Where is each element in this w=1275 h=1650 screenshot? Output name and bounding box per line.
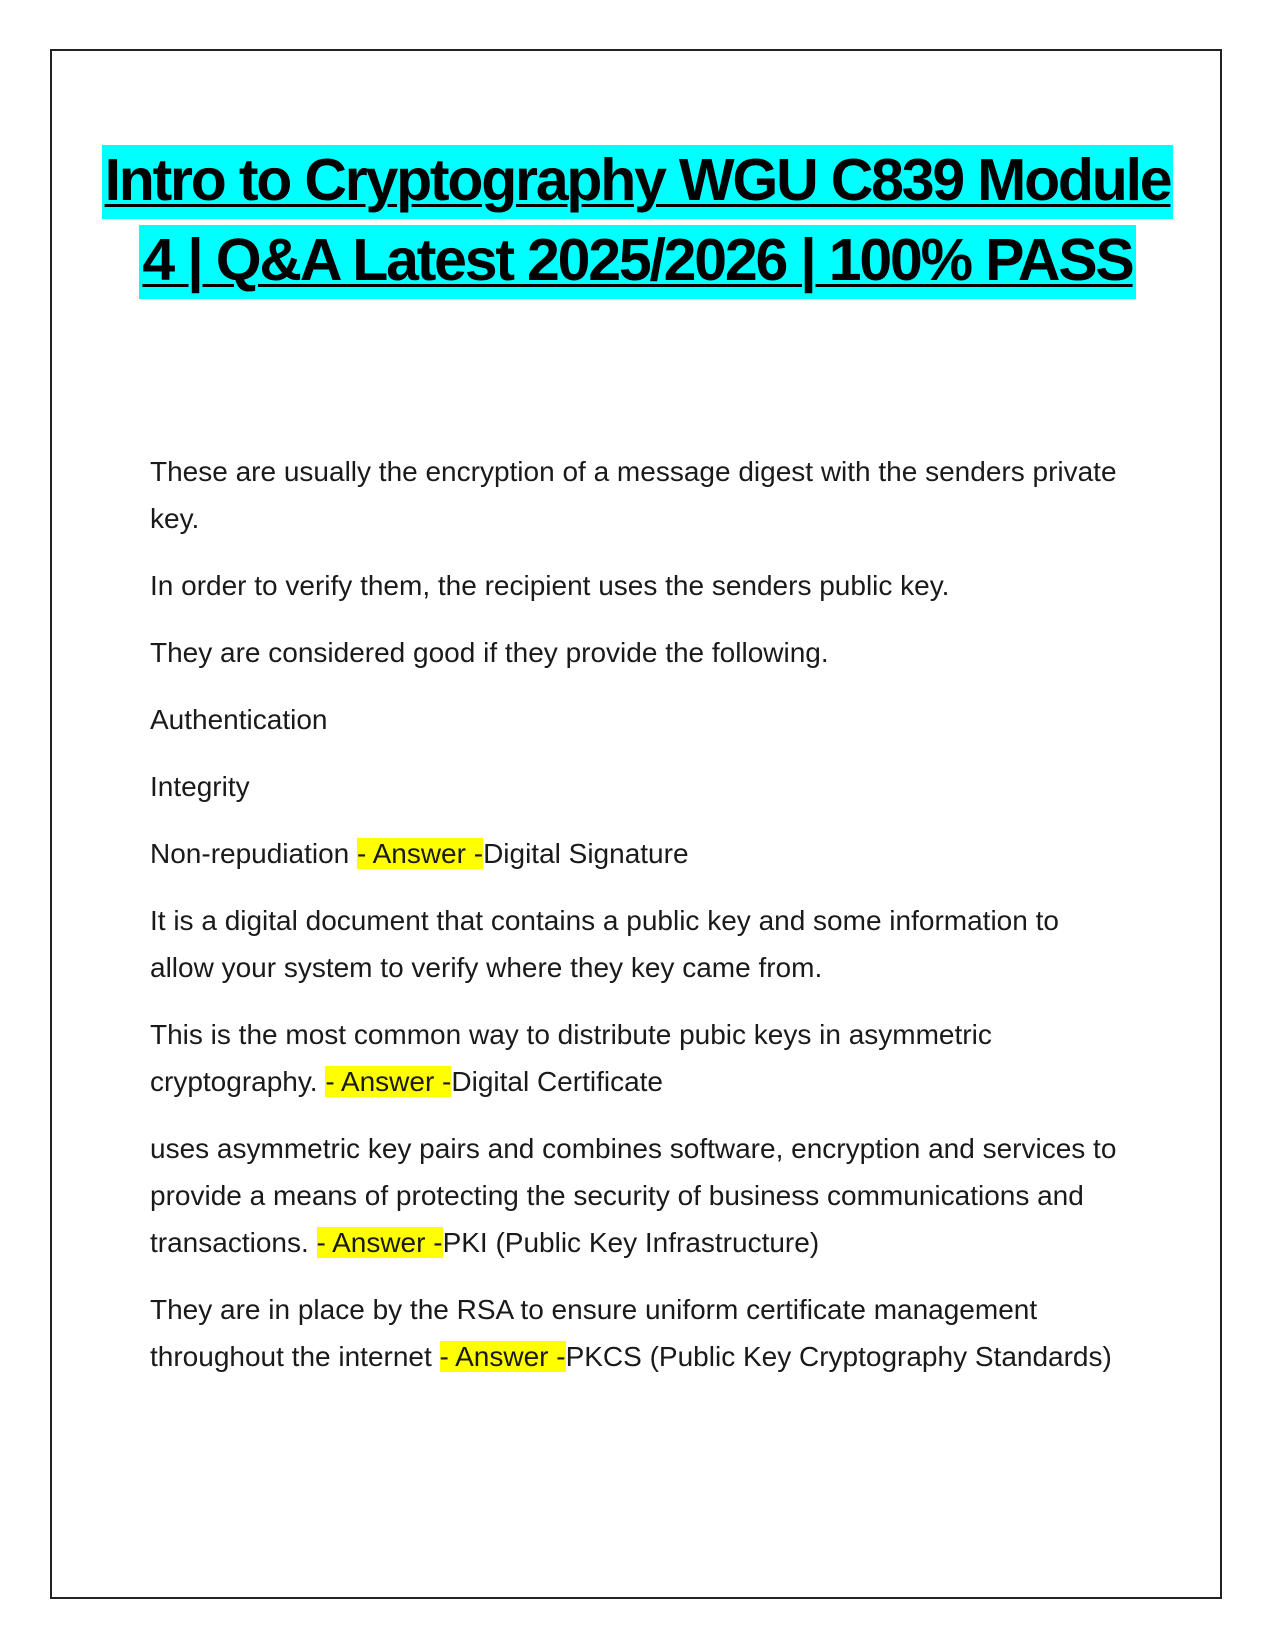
answer-text: Digital Signature <box>483 838 689 869</box>
title-block <box>100 140 1175 300</box>
answer-tag: - Answer - <box>357 838 484 869</box>
answer-tag: - Answer - <box>439 1341 566 1372</box>
qa-item <box>150 1011 1130 1105</box>
qa-item <box>150 1286 1130 1380</box>
paragraph: Authentication <box>150 704 328 735</box>
document-title <box>100 140 1175 300</box>
qa-item <box>150 1125 1130 1266</box>
document-title-text: Intro to Cryptography WGU C839 Module 4 | Q&A Latest 2025/2026 | 100% PASS <box>102 145 1174 299</box>
qa-item <box>150 830 1130 877</box>
question-text: They are in place by the RSA to ensure uniform certificate management throughout the internet <box>150 1294 1038 1372</box>
question-text: This is the most common way to distribute pubic keys in asymmetric cryptography. <box>150 1019 992 1097</box>
paragraph: They are considered good if they provide the following. <box>150 637 829 668</box>
answer-text: PKCS (Public Key Cryptography Standards) <box>565 1341 1112 1372</box>
question-text: uses asymmetric key pairs and combines software, encryption and services to provide a means of protecting the security of business communications and transactions. <box>150 1133 1117 1258</box>
answer-tag: - Answer - <box>325 1066 452 1097</box>
paragraph: It is a digital document that contains a public key and some information to allow your system to verify where they key came from. <box>150 905 1059 983</box>
answer-tag: - Answer - <box>316 1227 443 1258</box>
question-text: Non-repudiation <box>150 838 350 869</box>
paragraph: Integrity <box>150 771 250 802</box>
paragraph: In order to verify them, the recipient uses the senders public key. <box>150 570 950 601</box>
paragraph: These are usually the encryption of a message digest with the senders private key. <box>150 456 1117 534</box>
answer-text: Digital Certificate <box>451 1066 664 1097</box>
document-body <box>150 448 1130 1400</box>
answer-text: PKI (Public Key Infrastructure) <box>442 1227 820 1258</box>
